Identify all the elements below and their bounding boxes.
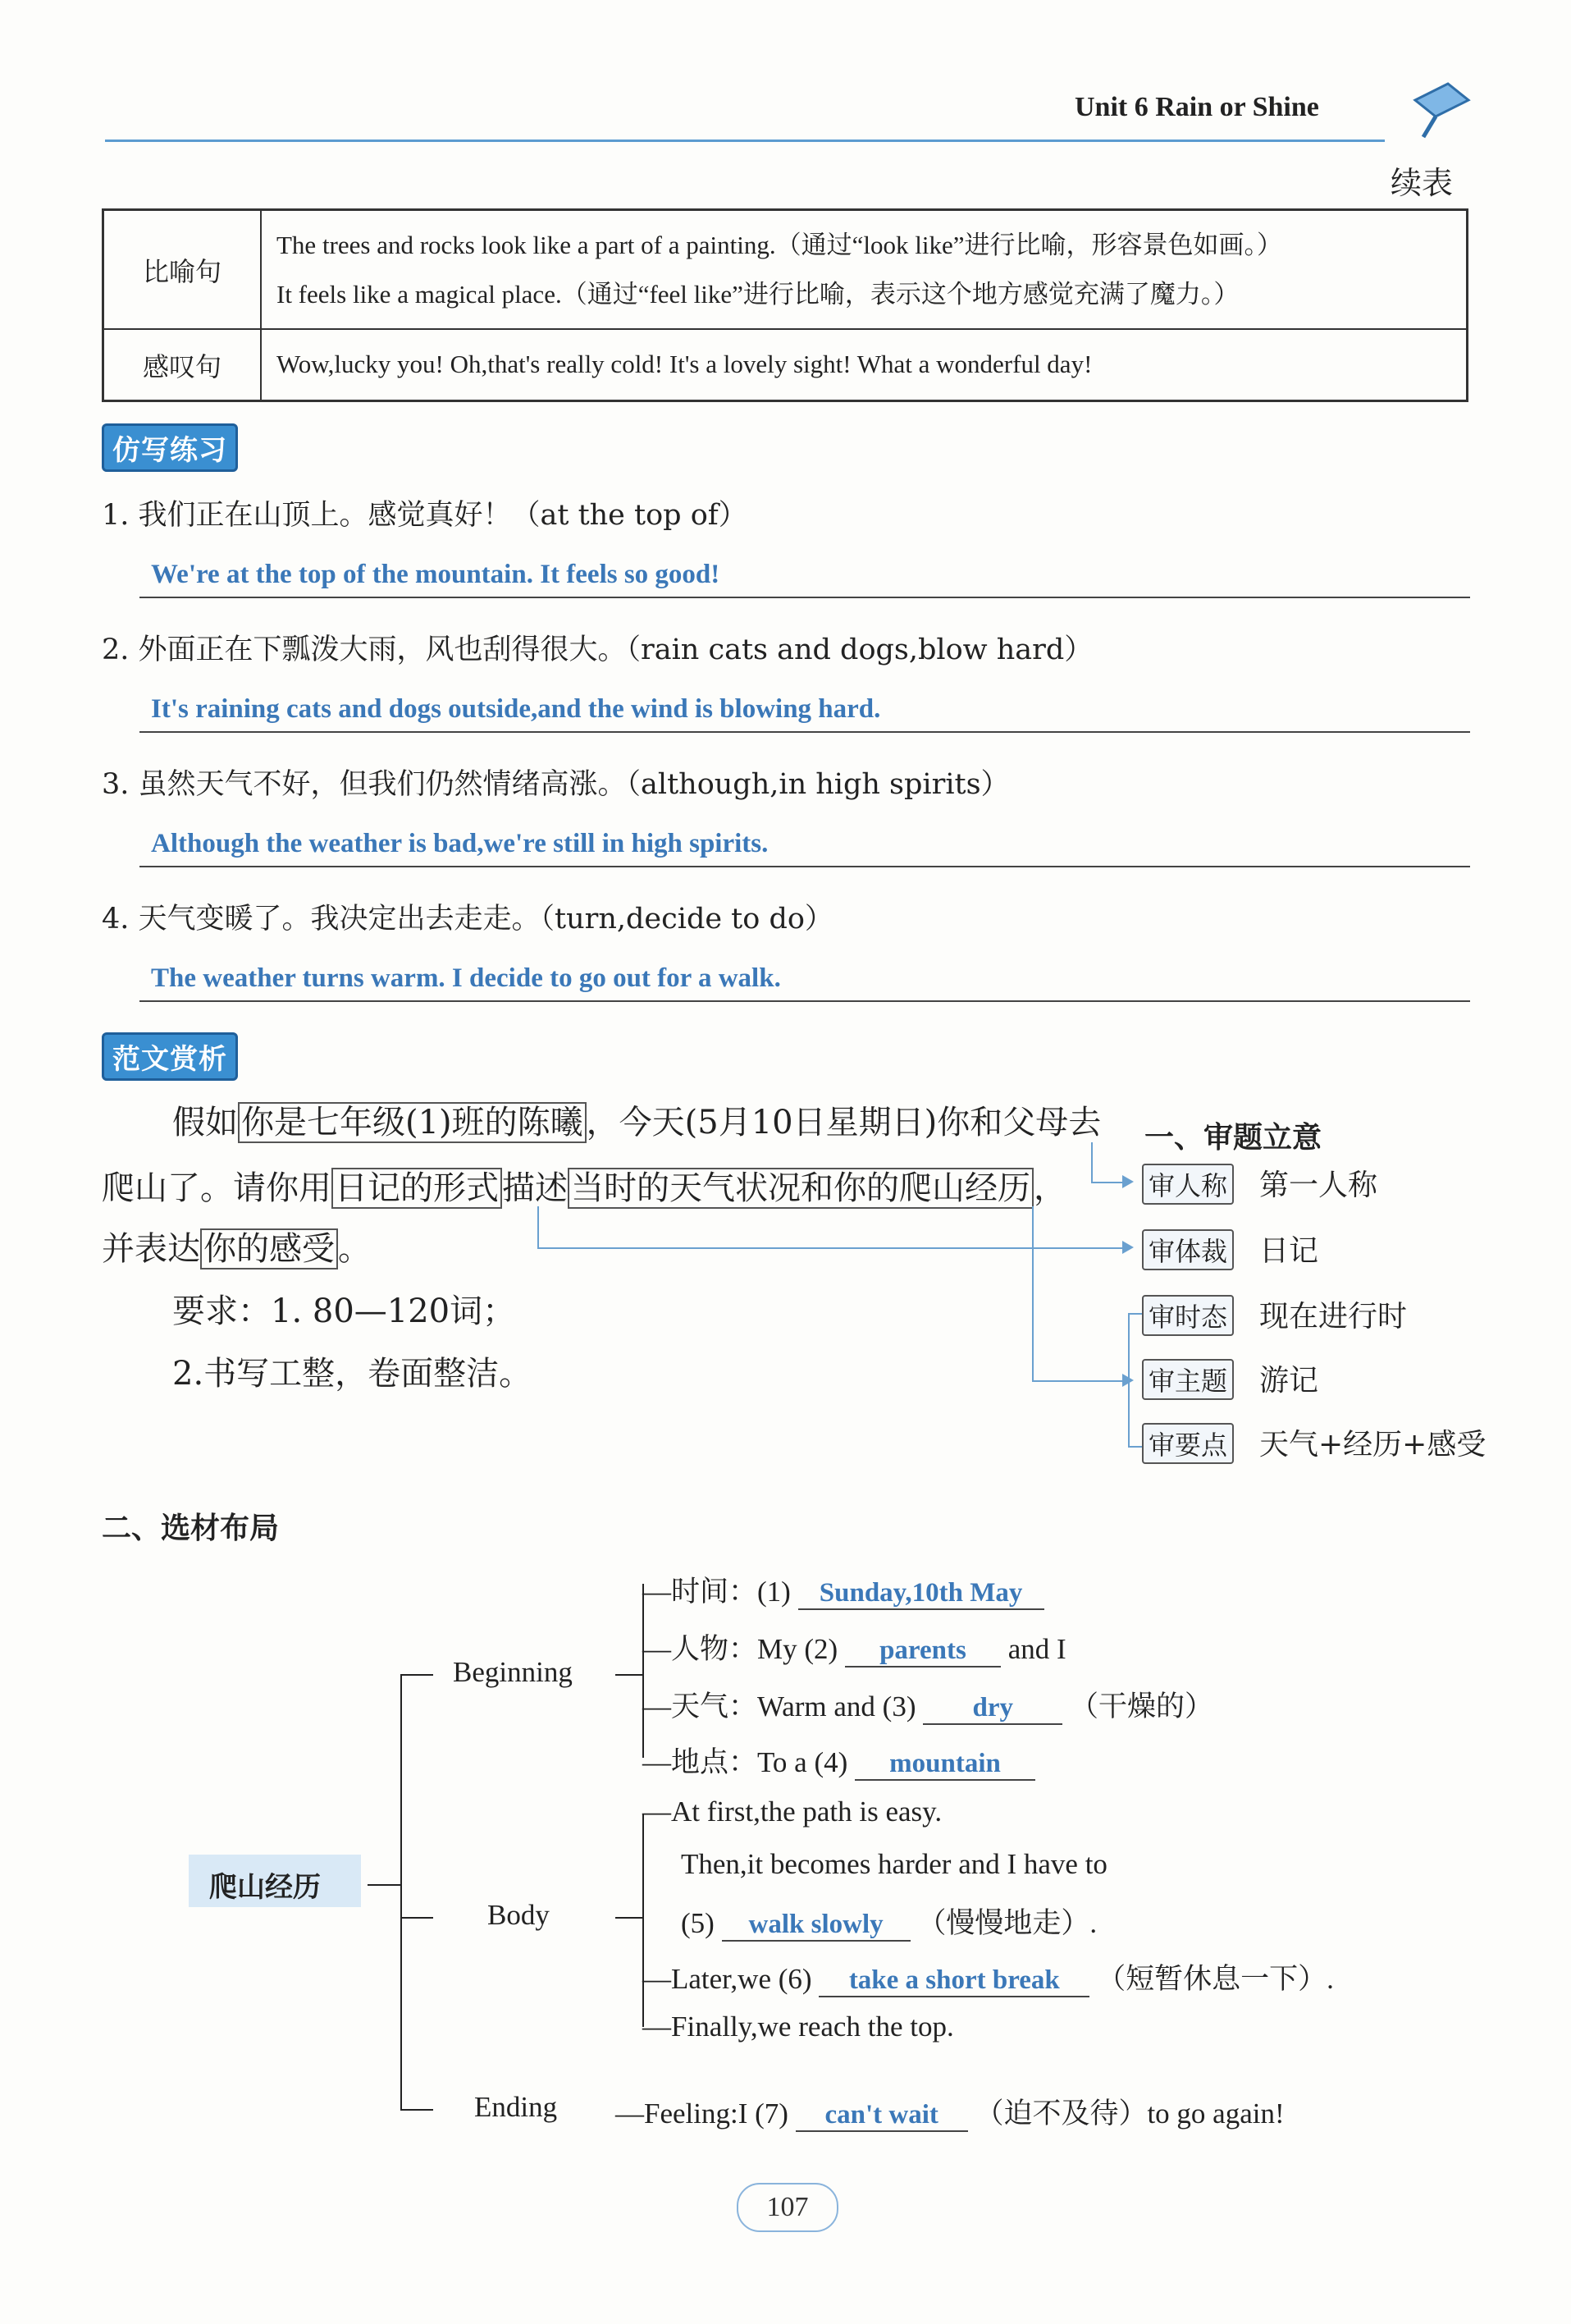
body-line-2: Then,it becomes harder and I have to [681, 1848, 1107, 1880]
tag-points: 审要点 [1142, 1423, 1234, 1464]
connector [537, 1206, 539, 1247]
connector [1091, 1142, 1093, 1182]
question-1: 1. 我们正在山顶上。感觉真好！（at the top of） [102, 499, 747, 532]
blank-answer: Sunday,10th May [798, 1578, 1044, 1610]
tree-branch [400, 1917, 433, 1919]
requirement-1: 要求：1. 80—120词； [172, 1292, 516, 1330]
node-beginning: Beginning [453, 1656, 573, 1688]
boxed-feeling: 你的感受 [200, 1228, 338, 1270]
model-badge: 范文赏析 [102, 1032, 238, 1081]
node-ending: Ending [474, 2091, 558, 2123]
ending-line [615, 2091, 1285, 2132]
label-text: —人物：My (2) [642, 1633, 838, 1665]
label-text: （迫不及待）to go again! [975, 2098, 1285, 2130]
connector [1032, 1380, 1124, 1382]
label-text: —地点：To a (4) [642, 1746, 848, 1778]
node-body: Body [487, 1899, 550, 1931]
table-row [104, 211, 1466, 330]
label-text: —天气：Warm and (3) [642, 1690, 916, 1722]
question-3: 3. 虽然天气不好，但我们仍然情绪高涨。（although,in high spirits） [102, 768, 1010, 801]
row-line: Wow,lucky you! Oh,that's really cold! It's a lovely sight! What a wonderful day! [276, 350, 1093, 378]
answer-1: We're at the top of the mountain. It feels so good! [151, 560, 720, 589]
sentence-table [102, 208, 1468, 402]
prompt-line-2 [102, 1169, 1066, 1207]
blank-answer: walk slowly [722, 1910, 911, 1942]
beginning-people [642, 1626, 1066, 1668]
answer-line [139, 597, 1470, 598]
tree-branch [400, 1674, 433, 1676]
blank-answer: dry [923, 1693, 1062, 1725]
blank-answer: parents [845, 1635, 1001, 1668]
blank-answer: take a short break [819, 1965, 1089, 1997]
body-line-3 [681, 1901, 1097, 1942]
answer-2: It's raining cats and dogs outside,and the wind is blowing hard. [151, 694, 881, 724]
answer-4: The weather turns warm. I decide to go out for a walk. [151, 963, 781, 993]
tree-trunk [400, 1674, 402, 2109]
tag-tense: 审时态 [1142, 1295, 1234, 1336]
tree-root: 爬山经历 [209, 1871, 321, 1904]
prompt-line-1 [172, 1106, 1101, 1139]
body-line-1: —At first,the path is easy. [642, 1796, 943, 1828]
tag-theme: 审主题 [1142, 1359, 1234, 1400]
tag-theme-value: 游记 [1259, 1364, 1319, 1398]
answer-3: Although the weather is bad,we're still in high spirits. [151, 829, 769, 858]
question-4: 4. 天气变暖了。我决定出去走走。（turn,decide to do） [102, 903, 833, 936]
connector [1032, 1206, 1034, 1380]
label-text: —Later,we (6) [642, 1963, 812, 1995]
blank-answer: can't wait [796, 2100, 968, 2132]
boxed-content: 当时的天气状况和你的爬山经历 [568, 1168, 1034, 1209]
prompt-text: ，今天(5月10日星期日)你和父母去 [586, 1104, 1102, 1141]
answer-line [139, 866, 1470, 867]
tree-branch [368, 1884, 400, 1886]
label-text: （短暂休息一下）. [1097, 1963, 1334, 1995]
tree-branch [615, 1674, 642, 1676]
layout-title: 二、选材布局 [102, 1511, 280, 1545]
label-text: —Feeling:I (7) [615, 2098, 788, 2130]
body-line-5: —Finally,we reach the top. [642, 2011, 954, 2043]
analysis-title: 一、审题立意 [1144, 1120, 1322, 1155]
tag-person-value: 第一人称 [1259, 1169, 1378, 1202]
beginning-time [642, 1569, 1044, 1610]
label-text: and I [1007, 1633, 1066, 1665]
connector [537, 1247, 1124, 1249]
boxed-genre: 日记的形式 [331, 1168, 502, 1209]
answer-line [139, 1000, 1470, 1002]
answer-line [139, 731, 1470, 733]
page-number: 107 [737, 2183, 838, 2232]
tag-genre: 审体裁 [1142, 1229, 1234, 1270]
prompt-line-3 [102, 1230, 371, 1268]
tag-tense-value: 现在进行时 [1259, 1300, 1408, 1334]
prompt-text: 假如 [172, 1104, 238, 1141]
label-text: （慢慢地走）. [917, 1907, 1098, 1939]
arrow-icon [1122, 1241, 1134, 1254]
row-content [276, 340, 1458, 389]
tag-genre-value: 日记 [1259, 1234, 1319, 1268]
prompt-text: 描述 [502, 1169, 568, 1207]
blank-answer: mountain [855, 1749, 1035, 1781]
body-line-4 [642, 1956, 1334, 1997]
requirement-2: 2.书写工整，卷面整洁。 [172, 1355, 532, 1393]
beginning-weather [642, 1684, 1213, 1725]
prompt-text: 。 [338, 1230, 371, 1268]
table-row [104, 330, 1466, 400]
connector [1091, 1182, 1124, 1183]
row-label: 比喻句 [104, 211, 262, 328]
prompt-text: 并表达 [102, 1230, 200, 1268]
label-text: —时间：(1) [642, 1576, 791, 1608]
row-label: 感叹句 [104, 330, 262, 400]
practice-badge: 仿写练习 [102, 423, 238, 472]
row-content [276, 221, 1458, 319]
label-text: (5) [681, 1907, 715, 1939]
beginning-place [642, 1740, 1035, 1781]
prompt-text: ， [1034, 1169, 1066, 1207]
boxed-person: 你是七年级(1)班的陈曦 [238, 1102, 587, 1143]
tag-person: 审人称 [1142, 1164, 1234, 1205]
header-divider [105, 140, 1385, 142]
row-line: The trees and rocks look like a part of a painting.（通过“look like”进行比喻，形容景色如画。） [276, 231, 1282, 259]
bracket [1128, 1313, 1130, 1446]
pencil-cap-icon [1407, 75, 1473, 144]
continued-label: 续表 [1391, 165, 1454, 201]
prompt-text: 爬山了。请你用 [102, 1169, 331, 1207]
tag-points-value: 天气+经历+感受 [1259, 1428, 1487, 1462]
arrow-icon [1122, 1175, 1134, 1188]
row-line: It feels like a magical place.（通过“feel like”进行比喻，表示这个地方感觉充满了魔力。） [276, 280, 1240, 309]
label-text: （干燥的） [1070, 1690, 1214, 1722]
question-2: 2. 外面正在下瓢泼大雨，风也刮得很大。（rain cats and dogs,blow hard） [102, 634, 1094, 666]
tree-branch [400, 2109, 433, 2111]
unit-title: Unit 6 Rain or Shine [1075, 92, 1319, 122]
tree-branch [615, 1917, 642, 1919]
